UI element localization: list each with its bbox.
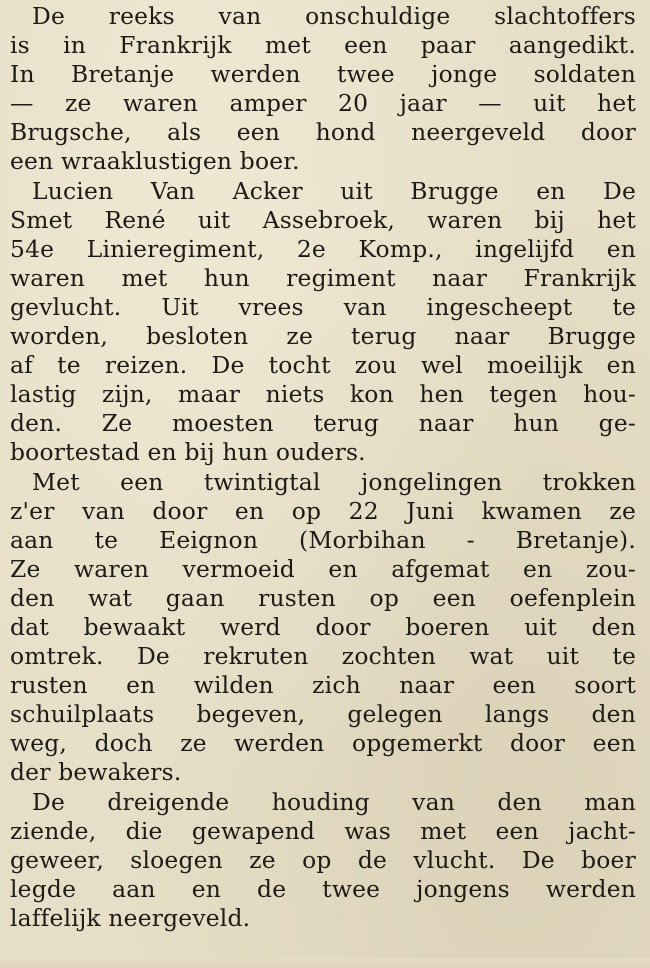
text-line: De dreigende houding van den man [32, 787, 636, 816]
article-column [10, 2, 636, 933]
text-line: z'er van door en op 22 Juni kwamen ze [10, 496, 636, 525]
text-line: gevlucht. Uit vrees van ingescheept te [10, 292, 636, 321]
paragraph-2 [10, 177, 636, 468]
text-line: een wraaklustigen boer. [10, 147, 300, 176]
text-line: laffelijk neergeveld. [10, 903, 251, 932]
text-line: der bewakers. [10, 758, 182, 787]
paragraph-1 [10, 2, 636, 177]
text-line: geweer, sloegen ze op de vlucht. De boer [10, 845, 636, 874]
text-line: In Bretanje werden twee jonge soldaten [10, 60, 636, 89]
paragraph-4 [10, 788, 636, 933]
text-line: dat bewaakt werd door boeren uit den [10, 612, 636, 641]
text-line: De reeks van onschuldige slachtoffers [32, 2, 636, 30]
text-line: Ze waren vermoeid en afgemat en zou- [10, 554, 636, 583]
text-line: — ze waren amper 20 jaar — uit het [10, 89, 636, 118]
paragraph-3 [10, 468, 636, 788]
text-line: omtrek. De rekruten zochten wat uit te [10, 642, 636, 671]
text-line: Lucien Van Acker uit Brugge en De [32, 176, 636, 205]
text-line: 54e Linieregiment, 2e Komp., ingelijfd en [10, 234, 636, 263]
text-line: Smet René uit Assebroek, waren bij het [10, 205, 636, 234]
text-line: schuilplaats begeven, gelegen langs den [10, 700, 636, 729]
text-line: waren met hun regiment naar Frankrijk [10, 263, 636, 292]
text-line: den wat gaan rusten op een oefenplein [10, 583, 636, 612]
text-line: den. Ze moesten terug naar hun ge- [10, 409, 636, 438]
text-line: Brugsche, als een hond neergeveld door [10, 118, 636, 147]
text-line: worden, besloten ze terug naar Brugge [10, 322, 636, 351]
text-line: aan te Eeignon (Morbihan - Bretanje). [10, 525, 636, 554]
text-line: ziende, die gewapend was met een jacht- [10, 816, 636, 845]
text-line: Met een twintigtal jongelingen trokken [32, 467, 636, 496]
text-line: is in Frankrijk met een paar aangedikt. [10, 31, 636, 60]
text-line: boortestad en bij hun ouders. [10, 438, 366, 467]
text-line: af te reizen. De tocht zou wel moeilijk en [10, 351, 636, 380]
text-line: legde aan en de twee jongens werden [10, 874, 636, 903]
text-line: weg, doch ze werden opgemerkt door een [10, 729, 636, 758]
clipping-bottom-edge [0, 958, 650, 968]
text-line: rusten en wilden zich naar een soort [10, 671, 636, 700]
text-line: lastig zijn, maar niets kon hen tegen hou- [10, 380, 636, 409]
